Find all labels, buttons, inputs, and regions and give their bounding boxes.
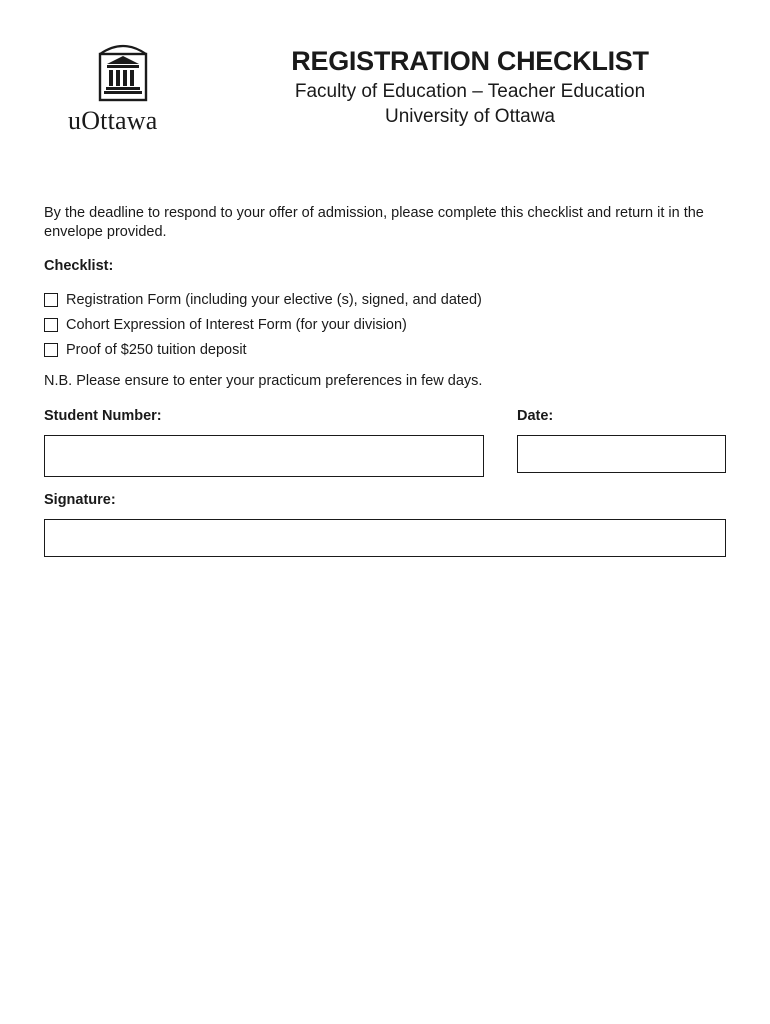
- checklist-item-tuition-deposit: [44, 337, 482, 362]
- date-label: Date:: [517, 408, 554, 424]
- checklist-item-registration-form: [44, 287, 482, 312]
- checklist-heading: Checklist:: [44, 258, 114, 274]
- checklist-item-cohort-form: [44, 312, 482, 337]
- university-building-icon: [94, 40, 152, 102]
- checkbox[interactable]: [44, 293, 58, 307]
- faculty-subtitle: Faculty of Education – Teacher Education: [294, 81, 646, 102]
- university-subtitle: University of Ottawa: [385, 106, 555, 127]
- note-text: N.B. Please ensure to enter your practicum preferences in few days.: [44, 373, 483, 389]
- logo-wordmark: uOttawa: [68, 106, 158, 135]
- intro-paragraph: By the deadline to respond to your offer of admission, please complete this checklist and return it in the envelope provided.: [44, 205, 704, 240]
- date-field[interactable]: [517, 435, 726, 473]
- page-title: REGISTRATION CHECKLIST: [291, 46, 649, 76]
- checklist-item-label: Cohort Expression of Interest Form (for your division): [66, 316, 407, 333]
- student-number-field[interactable]: [44, 435, 484, 477]
- signature-field[interactable]: [44, 519, 726, 557]
- checkbox[interactable]: [44, 343, 58, 357]
- uottawa-logo: [68, 40, 178, 140]
- student-number-label: Student Number:: [44, 408, 162, 424]
- signature-label: Signature:: [44, 492, 116, 508]
- checklist-item-label: Registration Form (including your elective (s), signed, and dated): [66, 291, 482, 308]
- checklist-item-label: Proof of $250 tuition deposit: [66, 341, 247, 358]
- checkbox[interactable]: [44, 318, 58, 332]
- checklist: [44, 287, 482, 362]
